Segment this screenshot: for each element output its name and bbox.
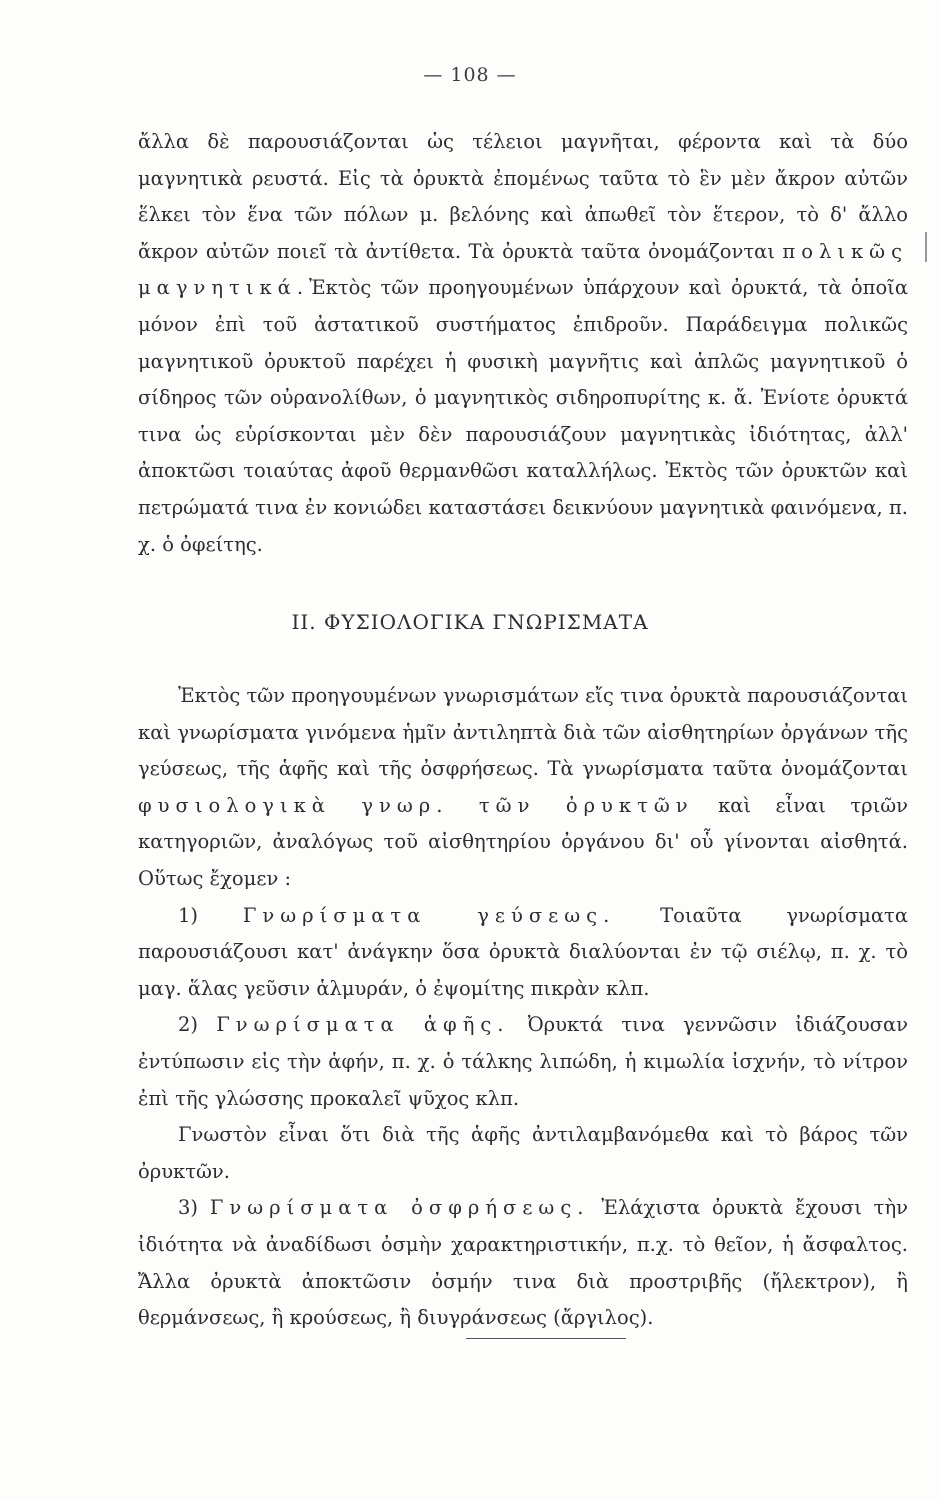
page-number: — 108 — [423, 64, 517, 86]
list-item-touch [138, 1007, 908, 1117]
end-rule [466, 1338, 626, 1339]
spaced-term: φυσιολογικὰ γνωρ. τῶν ὀρυκτῶν [138, 793, 694, 817]
spaced-term: Γνωρίσματα ὀσφρήσεως. [209, 1196, 590, 1220]
item-number: 3) [178, 1196, 199, 1220]
intro-paragraph [138, 678, 908, 898]
paragraph-text: Γνωστὸν εἶναι ὅτι διὰ τῆς ἁφῆς ἀντιλαμβανόμεθα καὶ τὸ βάρος τῶν ὀρυκτῶν. [138, 1123, 908, 1183]
note-paragraph [138, 1117, 908, 1190]
paragraph-text: Ἐλάχιστα ὀρυκτὰ ἔχουσι τὴν ἰδιότητα νὰ ἀναδίδωσι ὀσμὴν χαρακτηριστικήν, π.χ. τὸ θεῖον, ἡ ἄσφαλτος. Ἄλλα ὀρυκτὰ ἀποκτῶσιν ὀσμήν τινα διὰ προστριβῆς (ἤλεκτρον), ἢ θερμάνσεως, ἢ κρούσεως, ἢ διυγράνσεως (ἄργιλος). [138, 1196, 909, 1330]
item-number: 1) [178, 903, 199, 927]
scan-edge-mark [925, 232, 927, 262]
paragraph-text: Ἐκτὸς τῶν προηγουμένων ὑπάρχουν καὶ ὀρυκτά, τὰ ὁποῖα μόνον ἐπὶ τοῦ ἀστατικοῦ συστήματος ἐπιδροῦν. Παράδειγμα πολικῶς μαγνητικοῦ ὀρυκτοῦ παρέχει ἡ φυσικὴ μαγνῆτις καὶ ἁπλῶς μαγνητικοῦ ὁ σίδηρος τῶν οὐρανολίθων, ὁ μαγνητικὸς σιδηροπυρίτης κ. ἄ. Ἐνίοτε ὀρυκτά τινα ὡς εὑρίσκονται μὲν δὲν παρουσιάζουν μαγνητικὰς ἰδιότητας, ἀλλ' ἀποκτῶσι τοιαύτας ἀφοῦ θερμανθῶσι καταλλήλως. Ἐκτὸς τῶν ὀρυκτῶν καὶ πετρώματά τινα ἐν κονιώδει καταστάσει δεικνύουν μαγνητικὰ φαινόμενα, π. χ. ὁ ὀφείτης. [138, 276, 908, 556]
spaced-term: πολικῶς μαγνητικά. [138, 239, 908, 300]
paragraph-text: Τοιαῦτα γνωρίσματα παρουσιάζουσι κατ' ἀνάγκην ὅσα ὀρυκτὰ διαλύονται ἐν τῷ σιέλῳ, π. χ. τὸ μαγ. ἅλας γεῦσιν ἁλμυράν, ὁ ἐψομίτης πικρὰν κλπ. [138, 903, 908, 1000]
paragraph-text: Ἐκτὸς τῶν προηγουμένων γνωρισμάτων εἴς τινα ὀρυκτὰ παρουσιάζονται καὶ γνωρίσματα γινόμενα ἡμῖν ἀντιληπτὰ διὰ τῶν αἰσθητηρίων ὀργάνων τῆς γεύσεως, τῆς ἁφῆς καὶ τῆς ὀσφρήσεως. Τὰ γνωρίσματα ταῦτα ὀνομάζονται [138, 684, 909, 781]
list-item-smell [138, 1190, 908, 1336]
section-physiological [138, 678, 908, 1337]
paragraph-text: Ὀρυκτά τινα γεννῶσιν ἰδιάζουσαν ἐντύπωσιν εἰς τὴν ἁφήν, π. χ. ὁ τάλκης λιπώδη, ἡ κιμωλία ἰσχνήν, τὸ νίτρον ἐπὶ τῆς γλώσσης προκαλεῖ ψῦχος κλπ. [138, 1013, 909, 1110]
spaced-term: Γνωρίσματα ἁφῆς. [216, 1013, 510, 1037]
paragraph-magnetism [138, 124, 908, 563]
section-heading: II. ΦΥΣΙΟΛΟΓΙΚΑ ΓΝΩΡΙΣΜΑΤΑ [291, 610, 649, 634]
list-item-taste [138, 898, 908, 1008]
spaced-term: Γνωρίσματα γεύσεως. [242, 903, 616, 927]
paragraph-text: ἄλλα δὲ παρουσιάζονται ὡς τέλειοι μαγνῆται, φέροντα καὶ τὰ δύο μαγνητικὰ ρευστά. Εἰς τὰ ὀρυκτὰ ἐπομένως ταῦτα τὸ ἓν μὲν ἄκρον αὐτῶν ἕλκει τὸν ἕνα τῶν πόλων μ. βελόνης καὶ ἀπωθεῖ τὸν ἕτερον, τὸ δ' ἄλλο ἄκρον αὐτῶν ποιεῖ τὰ ἀντίθετα. Τὰ ὀρυκτὰ ταῦτα ὀνομάζονται [138, 130, 908, 263]
item-number: 2) [178, 1013, 199, 1037]
paragraph-text: καὶ εἶναι τριῶν κατηγοριῶν, ἀναλόγως τοῦ αἰσθητηρίου ὀργάνου δι' οὗ γίνονται αἰσθητά. Οὕτως ἔχομεν : [138, 793, 908, 890]
